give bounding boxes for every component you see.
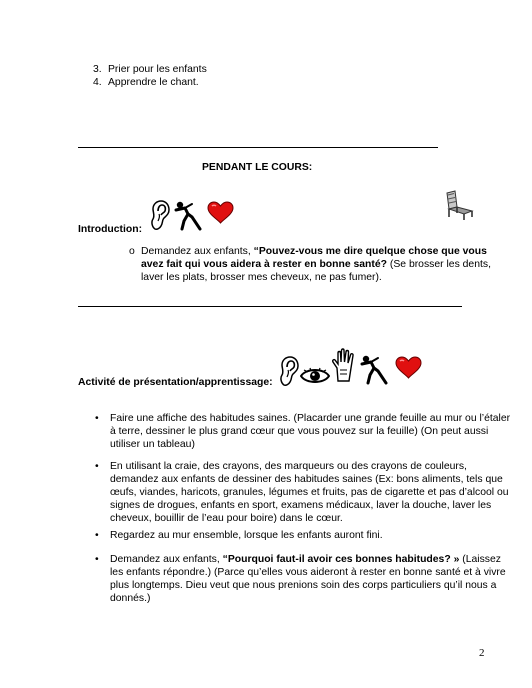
bullet-text: Regardez au mur ensemble, lorsque les enfants auront fini.: [110, 530, 383, 541]
bullet-dot: •: [95, 554, 99, 565]
stretching-figure-icon: [358, 355, 392, 385]
hand-icon: [331, 348, 357, 382]
bullet-dot: •: [95, 461, 99, 472]
section-heading: PENDANT LE COURS:: [202, 162, 313, 173]
ear-icon: [149, 200, 171, 232]
bullet-dot: •: [95, 530, 99, 541]
chair-icon: [442, 189, 476, 221]
bullet-question: “Pourquoi faut-il avoir ces bonnes habitudes? »: [222, 554, 460, 565]
list-item: [93, 76, 207, 89]
introduction-lead: Demandez aux enfants,: [141, 246, 254, 257]
item-text: Apprendre le chant.: [108, 77, 199, 88]
stretching-figure-icon: [172, 201, 206, 231]
item-number: 4.: [93, 77, 102, 88]
item-text: Prier pour les enfants: [108, 64, 207, 75]
ear-icon: [278, 356, 300, 388]
introduction-paragraph: [141, 245, 506, 284]
heart-icon: [395, 356, 422, 379]
bullet-text: [110, 553, 515, 605]
divider: [78, 306, 462, 307]
introduction-label: Introduction:: [78, 224, 143, 235]
numbered-list: [93, 63, 207, 89]
bullet-lead: Demandez aux enfants,: [110, 554, 223, 565]
divider: [78, 147, 438, 148]
page-number: 2: [479, 647, 485, 659]
bullet-dot: •: [95, 413, 99, 424]
bullet-text: Faire une affiche des habitudes saines. (Placarder une grande feuille au mur ou l’étaler à terre, dessiner le plus grand cœur que vous pouvez sur la feuille) (On peut aussi utiliser un tableau): [110, 413, 511, 450]
bullet-text: En utilisant la craie, des crayons, des marqueurs ou des crayons de couleurs, demandez aux enfants de dessiner des habitudes saines (Ex: bons aliments, tels que œufs, viandes, haricots, granules, légumes et fruits, pas de cigarette et pas d’alcool ou signes de drogues, enfants en sport, examens médicaux, laver la douche, laver les cheveux, bouillir de l’eau pour boire) dans le cœur.: [110, 461, 509, 524]
bullet-tail: (Laissez les enfants répondre.) (Parce qu’elles vous aideront à rester en bonne santé et à vivre plus longtemps. Dieu veut que nous prenions soin des corps particuliers qu’il nous a donnés.): [110, 554, 506, 604]
introduction-question: “Pouvez-vous me dire quelque chose que vous avez fait qui vous aidera à rester en bonne santé?: [141, 246, 487, 270]
heart-icon: [207, 201, 234, 224]
activity-label: Activité de présentation/apprentissage:: [78, 377, 273, 388]
item-number: 3.: [93, 64, 102, 75]
introduction-tail: (Se brosser les dents, laver les plats, brosser mes cheveux, ne pas fumer).: [141, 259, 491, 283]
list-item: [93, 63, 207, 76]
eye-icon: [300, 366, 330, 386]
introduction-bullet-mark: o: [129, 246, 135, 257]
